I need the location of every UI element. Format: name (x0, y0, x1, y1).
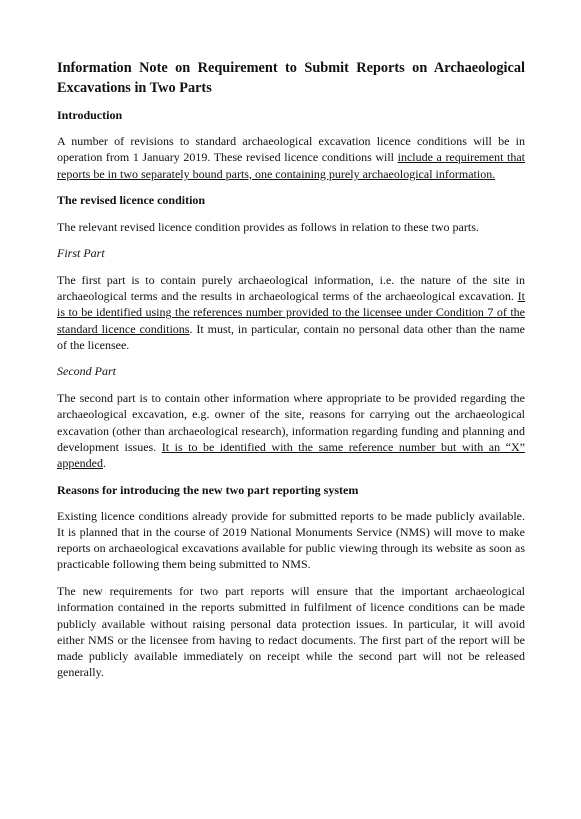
first-part-text-1: The first part is to contain purely archaeological information, i.e. the nature of the site in archaeological terms and the results in archaeological terms of the archaeological excavation. (57, 272, 525, 304)
first-part-text-2: . It must, in particular, contain no personal data other than the name of the licensee. (57, 321, 526, 352)
reasons-heading: Reasons for introducing the new two part reporting system (57, 482, 359, 497)
introduction-text: A number of revisions to standard archaeological excavation licence conditions will be in operation from 1 January 2019. These revised licence conditions will (57, 134, 525, 165)
second-part-paragraph (57, 390, 525, 471)
revised-condition-paragraph: The relevant revised licence condition provides as follows in relation to these two parts. (57, 219, 479, 234)
second-part-underlined-text: It is to be identified with the same reference number but with an “X” appended (57, 439, 525, 470)
reasons-paragraph-2: The new requirements for two part reports will ensure that the important archaeological information contained in the reports submitted in fulfilment of licence conditions can be made publicly available without raising personal data protection issues. In particular, it will avoid either NMS or the licensee from having to redact documents. The first part of the report will be made publicly available immediately on receipt while the second part will not be released generally. (57, 584, 525, 680)
introduction-underlined-text: include a requirement that reports be in two separately bound parts, one containing purely archaeological information. (57, 150, 525, 181)
revised-condition-heading: The revised licence condition (57, 193, 206, 208)
second-part-heading: Second Part (57, 364, 116, 379)
second-part-text-2: . (102, 455, 106, 470)
first-part-paragraph (57, 272, 525, 353)
introduction-heading: Introduction (57, 108, 123, 122)
reasons-paragraph-1: Existing licence conditions already provide for submitted reports to be made publicly available. It is planned that in the course of 2019 National Monuments Service (NMS) will move to make reports on archaeological excavations available for public viewing through its website as soon as practicable following them being submitted to NMS. (57, 508, 525, 572)
introduction-paragraph (57, 133, 525, 182)
first-part-heading: First Part (57, 246, 105, 261)
document-title: Information Note on Requirement to Submit Reports on Archaeological Excavations in Two Parts (57, 60, 525, 96)
first-part-underlined-text: It is to be identified using the references number provided to the licensee under Condition 7 of the standard licence conditions (57, 289, 525, 336)
second-part-text-1: The second part is to contain other information where appropriate to be provided regarding the archaeological excavation, e.g. owner of the site, reasons for carrying out the archaeological excavation (other than archaeological research), information regarding funding and planning and development issues. (57, 391, 525, 454)
document-page (57, 58, 525, 691)
